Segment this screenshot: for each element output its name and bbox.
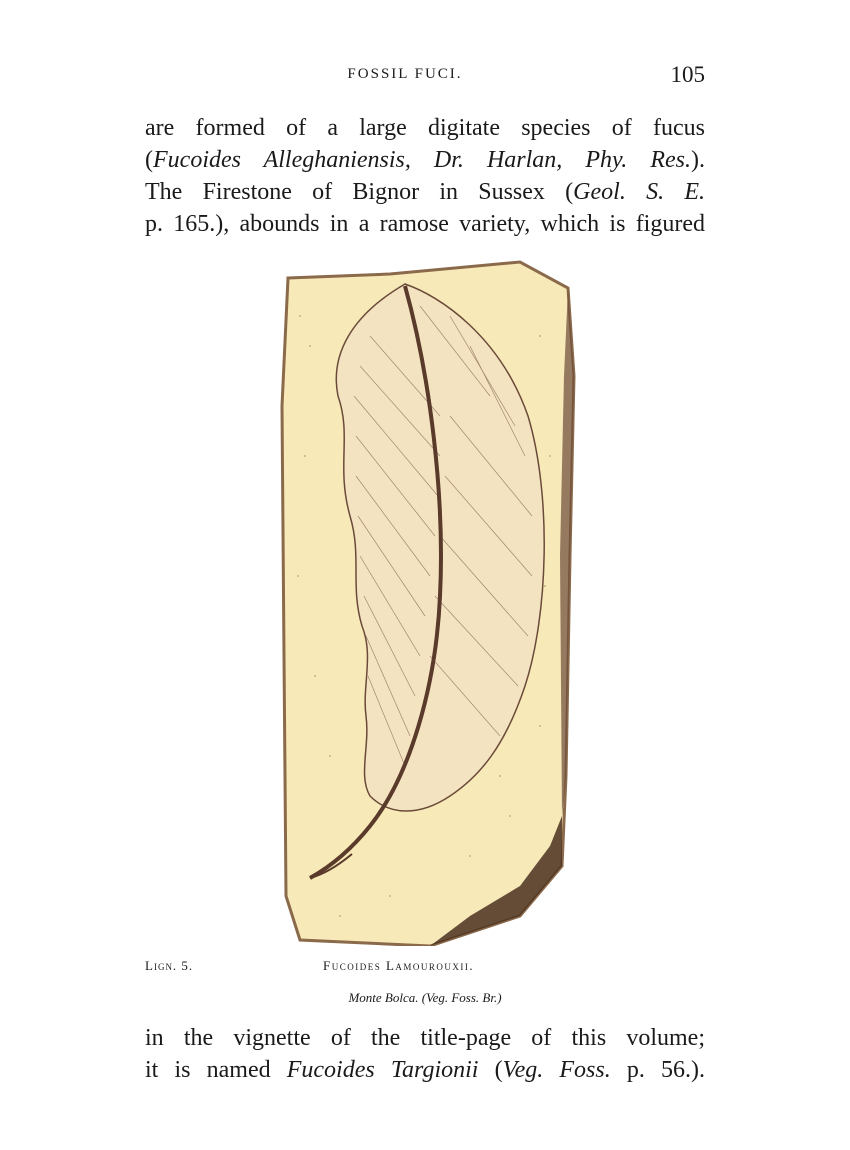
page-number: 105 <box>670 62 705 87</box>
text-line: (Fucoides Alleghaniensis, Dr. Harlan, Phy. Res.). <box>145 147 705 173</box>
fossil-fucus-illustration <box>270 256 580 946</box>
figure-label: Lign. 5. <box>145 958 194 973</box>
figure-locality: Monte Bolca. (Veg. Foss. Br.) <box>348 990 502 1005</box>
text-line: are formed of a large digitate species of fucus <box>145 115 705 141</box>
text-line: p. 165.), abounds in a ramose variety, which is figured <box>145 211 705 237</box>
bottom-paragraph <box>145 1022 705 1086</box>
text-line: in the vignette of the title-page of this volume; <box>145 1025 705 1051</box>
text-line: it is named Fucoides Targionii (Veg. Foss. p. 56.). <box>145 1057 705 1083</box>
top-paragraph <box>145 112 705 240</box>
figure-title: Fucoides Lamourouxii. <box>323 958 475 973</box>
running-title: FOSSIL FUCI. <box>347 66 463 82</box>
text-line: The Firestone of Bignor in Sussex (Geol. S. E. <box>145 179 705 205</box>
running-head <box>145 62 705 92</box>
figure-caption <box>145 958 705 978</box>
